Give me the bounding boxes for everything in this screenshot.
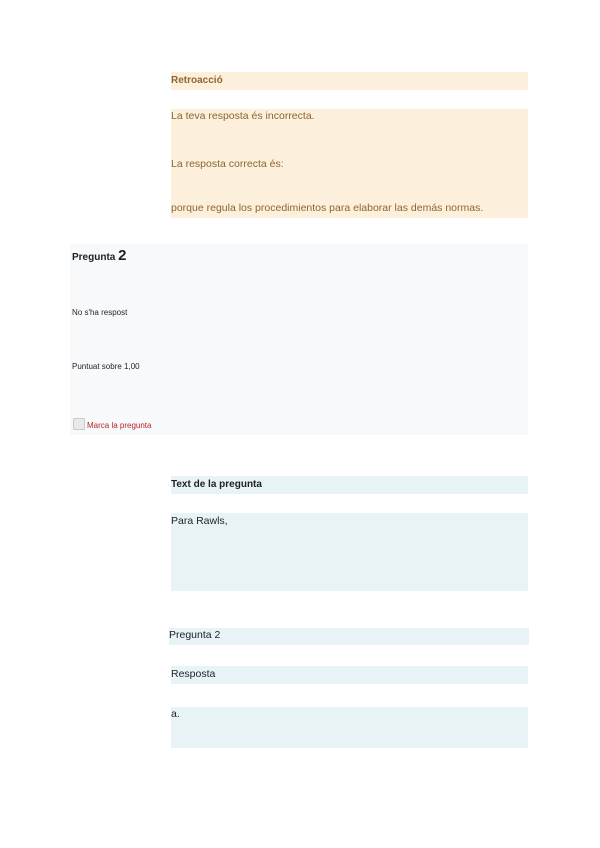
question-text-body: Para Rawls, xyxy=(171,515,228,527)
question-title xyxy=(72,247,126,264)
feedback-heading: Retroacció xyxy=(171,72,528,90)
question-number: 2 xyxy=(118,247,127,264)
answer-heading: Resposta xyxy=(171,666,528,684)
question-text-heading: Text de la pregunta xyxy=(171,476,528,494)
flag-checkbox[interactable] xyxy=(73,418,85,430)
feedback-panel xyxy=(171,109,528,218)
feedback-correct-label: La resposta correcta és: xyxy=(171,158,284,170)
answer-option-a-label: a. xyxy=(171,708,180,720)
question-title-prefix: Pregunta xyxy=(72,252,116,263)
feedback-correct-answer: porque regula los procedimientos para elaborar las demás normas. xyxy=(171,202,484,214)
question-info-panel xyxy=(70,244,528,435)
flag-question-toggle[interactable] xyxy=(73,418,151,431)
answer-option-a[interactable] xyxy=(171,707,528,748)
question-grade: Puntuat sobre 1,00 xyxy=(72,362,140,371)
feedback-incorrect-message: La teva resposta és incorrecta. xyxy=(171,110,315,122)
question-text-panel xyxy=(171,513,528,591)
formulation-question-label: Pregunta 2 xyxy=(169,628,529,645)
flag-question-label[interactable]: Marca la pregunta xyxy=(87,421,152,430)
question-state: No s'ha respost xyxy=(72,308,128,317)
